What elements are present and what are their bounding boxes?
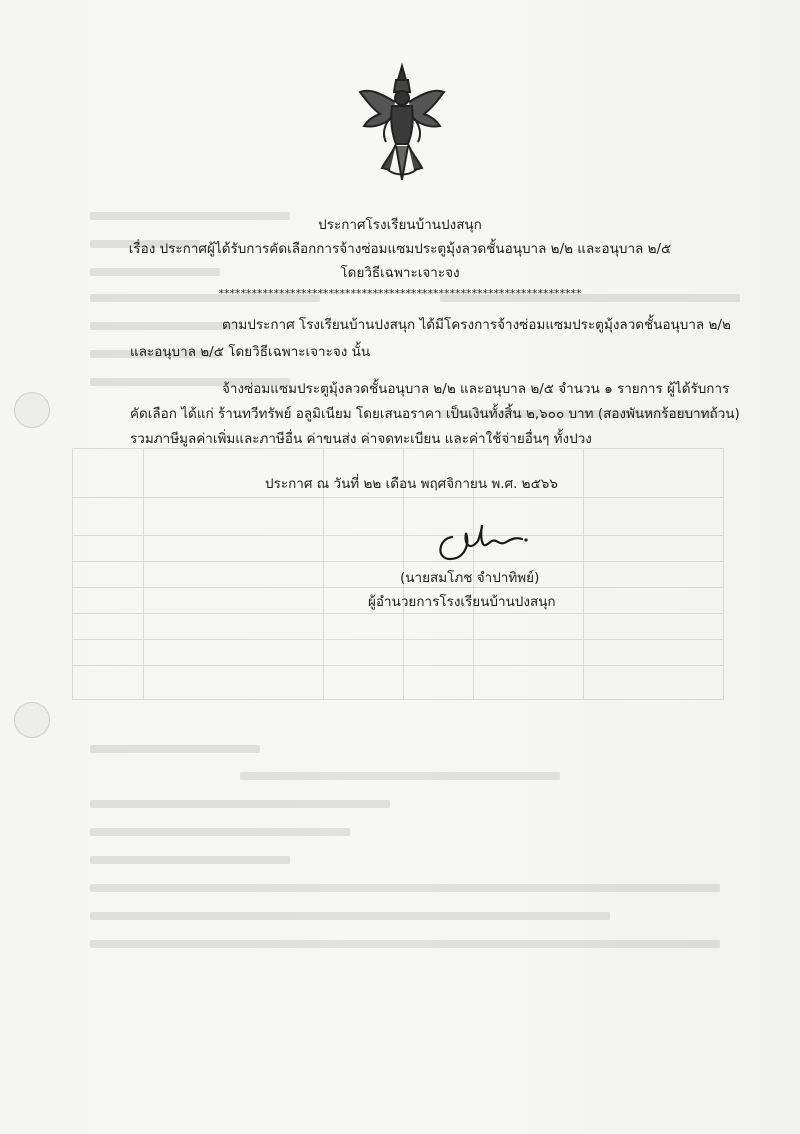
handwritten-signature [430, 515, 550, 565]
paragraph-1-line-1: ตามประกาศ โรงเรียนบ้านปงสนุก ได้มีโครงการจ้างซ่อมแซมประตูมุ้งลวดชั้นอนุบาล ๒/๒ [222, 317, 731, 333]
announcement-date: ประกาศ ณ วันที่ ๒๒ เดือน พฤศจิกายน พ.ศ. ๒๕๖๖ [265, 476, 558, 492]
announcement-title: ประกาศโรงเรียนบ้านปงสนุก [318, 217, 482, 233]
paragraph-2-line-2: คัดเลือก ได้แก่ ร้านทวีทรัพย์ อลูมิเนียม โดยเสนอราคา เป็นเงินทั้งสิ้น ๒,๖๐๐ บาท (สองพันหกร้อยบาทถ้วน) [130, 406, 740, 422]
paragraph-1-line-2: และอนุบาล ๒/๕ โดยวิธีเฉพาะเจาะจง นั้น [130, 344, 371, 360]
announcement-method: โดยวิธีเฉพาะเจาะจง [340, 265, 460, 281]
signer-title: ผู้อำนวยการโรงเรียนบ้านปงสนุก [368, 594, 556, 610]
garuda-emblem-icon [352, 58, 452, 188]
paragraph-2-line-3: รวมภาษีมูลค่าเพิ่มและภาษีอื่น ค่าขนส่ง ค่าจดทะเบียน และค่าใช้จ่ายอื่นๆ ทั้งปวง [130, 431, 592, 447]
star-divider: ****************************************************************** [218, 287, 582, 300]
paragraph-2-line-1: จ้างซ่อมแซมประตูมุ้งลวดชั้นอนุบาล ๒/๒ และอนุบาล ๒/๕ จำนวน ๑ รายการ ผู้ได้รับการ [222, 381, 730, 397]
announcement-subject: เรื่อง ประกาศผู้ได้รับการคัดเลือกการจ้างซ่อมแซมประตูมุ้งลวดชั้นอนุบาล ๒/๒ และอนุบาล ๒/๕ [128, 241, 672, 257]
signer-name: (นายสมโภช จำปาทิพย์) [400, 570, 540, 586]
